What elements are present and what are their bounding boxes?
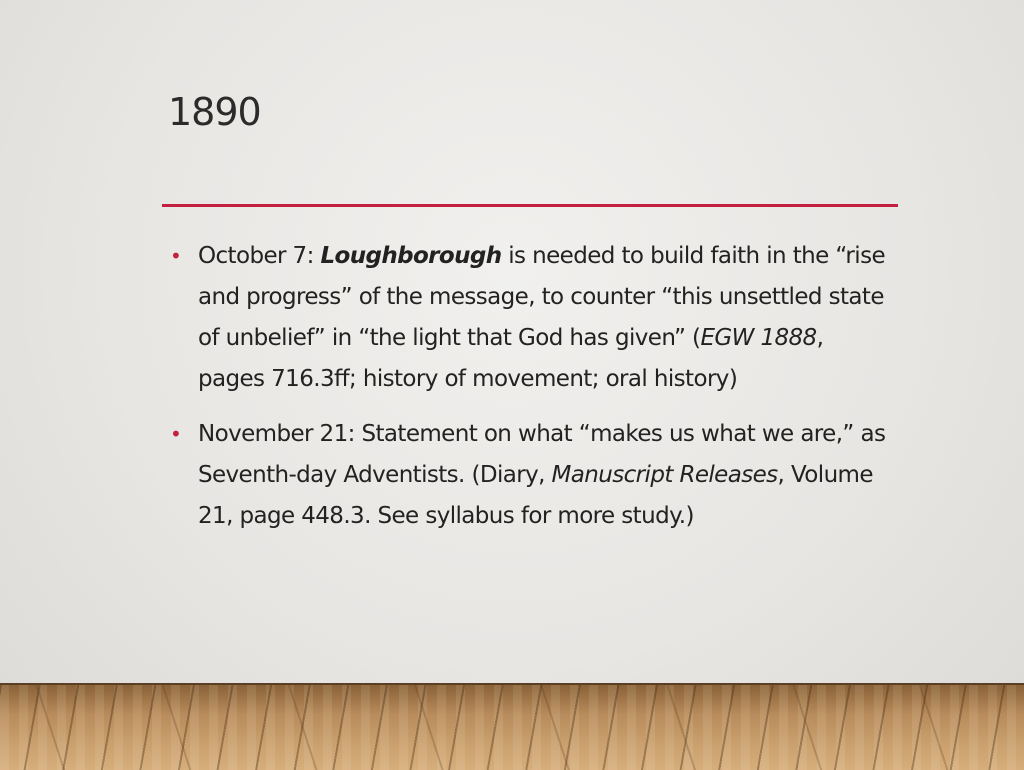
title-divider <box>162 204 898 207</box>
bullet-text-segment-citation: Manuscript Releases <box>551 462 778 488</box>
bullet-text-segment-citation: EGW 1888 <box>700 325 817 351</box>
bullet-text-segment: October 7: <box>198 243 321 269</box>
slide-title: 1890 <box>168 90 261 134</box>
bullet-item <box>168 414 888 537</box>
wood-floor-decoration <box>0 683 1024 770</box>
bullet-text-segment: is needed to build faith in the “rise and progress” of the message, to counter “this unsettled state of unbelief” in “the light that God has given” ( <box>198 243 886 351</box>
slide-content <box>168 236 888 551</box>
bullet-text-segment: , pages 716.3ff; history of movement; oral history) <box>198 325 824 392</box>
bullet-text-segment: , Volume 21, page 448.3. See syllabus for more study.) <box>198 462 873 529</box>
floor-plank-lines <box>0 685 1024 770</box>
bullet-text-segment-emphasis: Loughborough <box>320 243 502 269</box>
bullet-text-segment: November 21: Statement on what “makes us what we are,” as Seventh-day Adventists. (Diary, <box>198 421 886 488</box>
bullet-item <box>168 236 888 400</box>
